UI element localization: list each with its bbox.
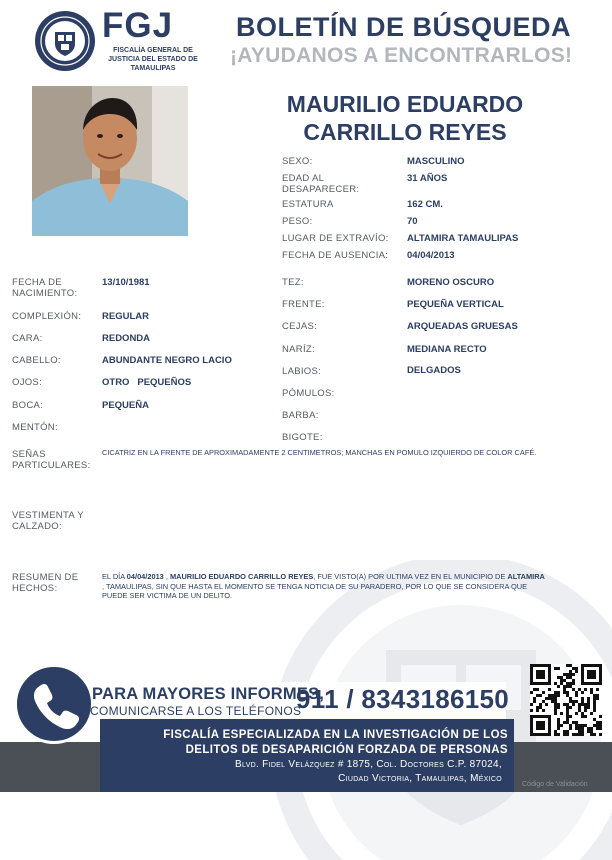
phone-icon (14, 664, 94, 744)
chin-label: MENTÓN: (12, 422, 58, 433)
sex-value: MASCULINO (407, 156, 465, 167)
eyebrows-label: CEJAS: (282, 321, 318, 332)
lips-label: LABIOS: (282, 366, 322, 377)
mouth-label: BOCA: (12, 400, 44, 411)
unit-name-line2: DELITOS DE DESAPARICIÓN FORZADA DE PERSONAS (185, 744, 508, 756)
brand-letters: FGJ (102, 6, 174, 45)
fgj-seal-icon (34, 10, 96, 72)
absence-date-value: 04/04/2013 (407, 250, 455, 261)
summary-text (102, 572, 548, 601)
hair-value: ABUNDANTE NEGRO LACIO (102, 355, 232, 366)
nose-value: MEDIANA RECTO (407, 344, 487, 355)
validation-code-label: Código de Validación (522, 781, 588, 788)
summary-part2: , (163, 572, 170, 581)
birthdate-label: FECHA DE NACIMIENTO: (12, 277, 78, 299)
skin-value: MORENO OSCURO (407, 277, 495, 288)
forehead-label: FRENTE: (282, 299, 325, 310)
place-label: LUGAR DE EXTRAVÍO: (282, 233, 389, 244)
nose-label: NARÍZ: (282, 344, 315, 355)
beard-label: BARBA: (282, 410, 319, 421)
eyes-label: OJOS: (12, 377, 43, 388)
skin-label: TEZ: (282, 277, 304, 288)
address-line2: Ciudad Victoria, Tamaulipas, México (338, 773, 502, 784)
build-value: REGULAR (102, 311, 149, 322)
summary-part3: , FUE VISTO(A) POR ULTIMA VEZ EN EL MUNICIPIO DE (313, 572, 508, 581)
eyes-value: OTRO PEQUEÑOS (102, 377, 192, 388)
sex-label: SEXO: (282, 156, 313, 167)
person-photo (32, 86, 188, 236)
build-label: COMPLEXIÓN: (12, 311, 82, 322)
summary-part1: EL DÍA (102, 572, 127, 581)
cheekbones-label: PÓMULOS: (282, 388, 335, 399)
weight-value: 70 (407, 216, 418, 227)
forehead-value: PEQUEÑA VERTICAL (407, 299, 504, 310)
face-value: REDONDA (102, 333, 151, 344)
age-label: EDAD AL DESAPARECER: (282, 173, 360, 195)
person-name-line1: MAURILIO EDUARDO (286, 91, 524, 117)
phone-number: 911 / 8343186150 (296, 684, 510, 714)
eyebrows-value: ARQUEADAS GRUESAS (407, 321, 518, 332)
brand-caption: FISCALÍA GENERAL DE JUSTICIA DEL ESTADO DE TAMAULIPAS (108, 47, 198, 72)
unit-name (128, 728, 508, 758)
summary-label: RESUMEN DE HECHOS: (12, 572, 79, 594)
place-value: ALTAMIRA TAMAULIPAS (407, 233, 519, 244)
qr-code-icon (530, 664, 602, 736)
person-name (255, 90, 555, 146)
mouth-value: PEQUEÑA (102, 400, 149, 411)
address-line1: Blvd. Fidel Velázquez # 1875, Col. Doctores C.P. 87024, (235, 759, 502, 770)
bulletin-title: BOLETÍN DE BÚSQUEDA (236, 12, 572, 42)
address (128, 758, 502, 786)
summary-city: ALTAMIRA (507, 572, 545, 581)
contact-subheading: COMUNICARSE A LOS TELÉFONOS (90, 704, 302, 718)
summary-part4: , TAMAULIPAS, SIN QUE HASTA EL MOMENTO SE TENGA NOTICIA DE SU PARADERO, POR LO QUE SE CONSIDERA QUE PUEDE SER VICTIMA DE UN DELITO. (102, 581, 528, 600)
bulletin-subtitle: ¡AYUDANOS A ENCONTRARLOS! (230, 44, 573, 67)
person-name-line2: CARRILLO REYES (303, 119, 507, 145)
summary-name: MAURILIO EDUARDO CARRILLO REYES (169, 572, 314, 581)
face-label: CARA: (12, 333, 43, 344)
marks-value: CICATRIZ EN LA FRENTE DE APROXIMADAMENTE 2 CENTIMETROS; MANCHAS EN POMULO IZQUIERDO DE COLOR CAFÉ. (102, 448, 537, 457)
contact-heading: PARA MAYORES INFORMES, (92, 685, 325, 703)
absence-date-label: FECHA DE AUSENCIA: (282, 250, 389, 261)
unit-name-line1: FISCALÍA ESPECIALIZADA EN LA INVESTIGACIÓN DE LOS (163, 729, 508, 741)
weight-label: PESO: (282, 216, 313, 227)
lips-value: DELGADOS (407, 365, 461, 376)
height-value: 162 CM. (407, 199, 443, 210)
clothing-label: VESTIMENTA Y CALZADO: (12, 510, 84, 532)
birthdate-value: 13/10/1981 (102, 277, 150, 288)
mustache-label: BIGOTE: (282, 432, 323, 443)
age-value: 31 AÑOS (407, 173, 448, 184)
summary-date: 04/04/2013 (126, 572, 164, 581)
hair-label: CABELLO: (12, 355, 61, 366)
height-label: ESTATURA (282, 199, 334, 210)
marks-label: SEÑAS PARTICULARES: (12, 449, 91, 471)
